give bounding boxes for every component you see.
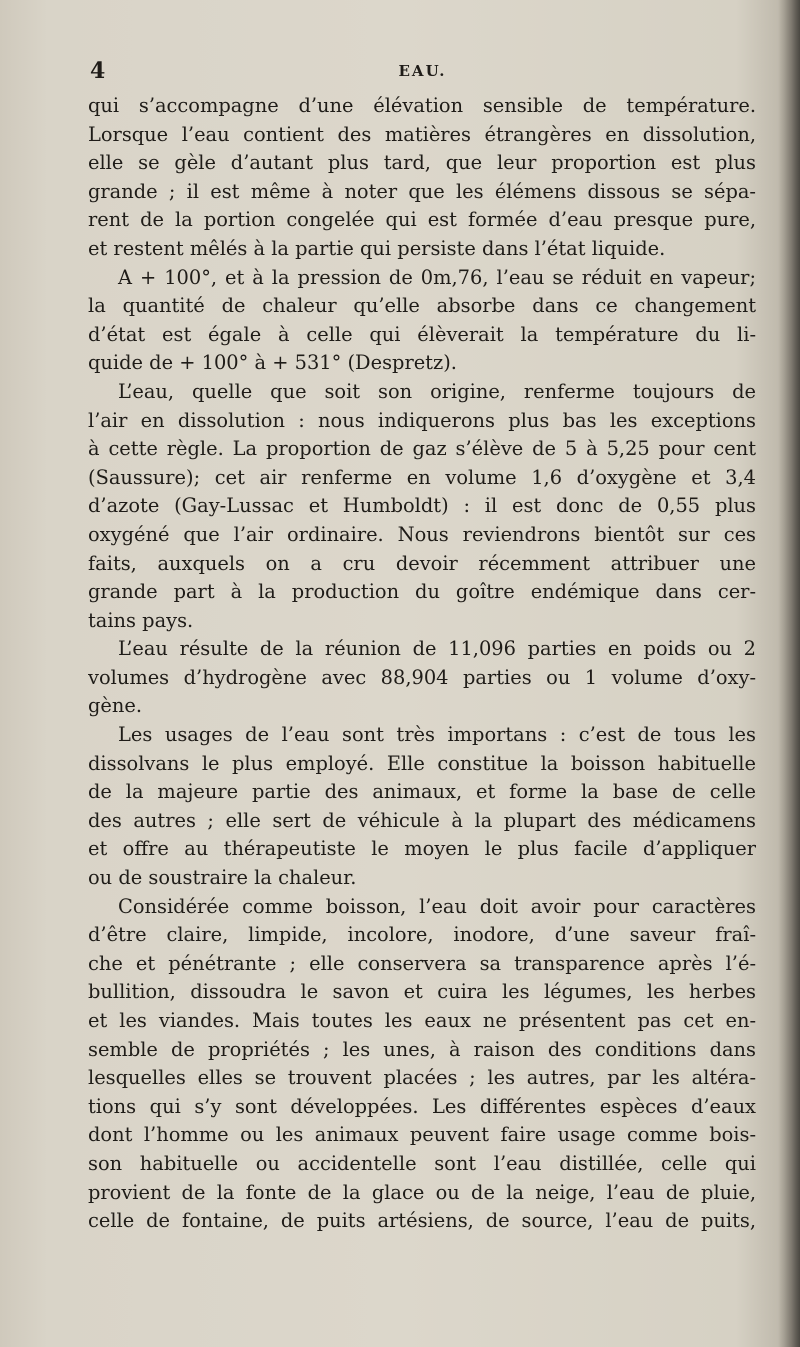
text-line: grande ; il est même à noter que les élémens dissous se sépa- — [88, 179, 756, 203]
text-line: d’état est égale à celle qui élèverait la température du li- — [88, 322, 756, 346]
text-line: tions qui s’y sont développées. Les différentes espèces d’eaux — [88, 1094, 756, 1118]
paragraph — [88, 721, 756, 893]
text-line: grande part à la production du goître endémique dans cer- — [88, 580, 756, 604]
text-line: son habituelle ou accidentelle sont l’eau distillée, celle qui — [88, 1151, 756, 1175]
text-line: A + 100°, et à la pression de 0m,76, l’eau se réduit en vapeur; — [118, 265, 756, 289]
text-line: et les viandes. Mais toutes les eaux ne présentent pas cet en- — [88, 1009, 756, 1032]
text-line: lesquelles elles se trouvent placées ; les autres, par les altéra- — [88, 1066, 756, 1090]
paragraph — [88, 264, 756, 378]
text-line: des autres ; elle sert de véhicule à la plupart des médicamens — [88, 808, 756, 832]
text-line: qui s’accompagne d’une élévation sensible de température. — [88, 94, 756, 117]
page-number: 4 — [90, 58, 106, 84]
text-line: la quantité de chaleur qu’elle absorbe dans ce changement — [88, 294, 756, 318]
text-line: Lorsque l’eau contient des matières étrangères en dissolution, — [88, 122, 756, 146]
text-line: celle de fontaine, de puits artésiens, de source, l’eau de puits, — [88, 1209, 756, 1233]
text-line: l’air en dissolution : nous indiquerons plus bas les exceptions — [88, 408, 756, 432]
paragraph — [88, 893, 756, 1236]
body-text — [88, 92, 756, 1236]
paragraph — [88, 635, 756, 721]
page-gutter-shadow — [778, 0, 800, 1347]
text-line: provient de la fonte de la glace ou de la neige, l’eau de pluie, — [88, 1180, 756, 1204]
text-line: faits, auxquels on a cru devoir récemment attribuer une — [88, 551, 756, 575]
text-line: dont l’homme ou les animaux peuvent faire usage comme bois- — [88, 1123, 756, 1147]
text-line: elle se gèle d’autant plus tard, que leur proportion est plus — [88, 151, 756, 175]
text-line: et restent mêlés à la partie qui persiste dans l’état liquide. — [88, 236, 666, 260]
text-line: semble de propriétés ; les unes, à raison des conditions dans — [88, 1037, 756, 1061]
paragraph — [88, 92, 756, 264]
text-line: Considérée comme boisson, l’eau doit avoir pour caractères — [118, 894, 756, 918]
text-line: volumes d’hydrogène avec 88,904 parties ou 1 volume d’oxy- — [88, 665, 756, 689]
text-line: Les usages de l’eau sont très importans : c’est de tous les — [118, 723, 756, 747]
text-line: et offre au thérapeutiste le moyen le plus facile d’appliquer — [88, 837, 756, 861]
text-line: de la majeure partie des animaux, et forme la base de celle — [88, 780, 756, 804]
text-line: che et pénétrante ; elle conservera sa transparence après l’é- — [88, 951, 756, 975]
paragraph — [88, 378, 756, 635]
text-line: L’eau résulte de la réunion de 11,096 parties en poids ou 2 — [118, 637, 756, 661]
text-line: rent de la portion congelée qui est formée d’eau presque pure, — [88, 208, 756, 232]
page-header — [90, 58, 755, 88]
text-line: tains pays. — [88, 608, 194, 632]
text-line: d’être claire, limpide, incolore, inodore, d’une saveur fraî- — [88, 923, 756, 947]
text-line: bullition, dissoudra le savon et cuira les légumes, les herbes — [88, 980, 756, 1004]
running-title: EAU. — [398, 62, 447, 80]
text-line: quide de + 100° à + 531° (Despretz). — [88, 351, 457, 375]
text-line: dissolvans le plus employé. Elle constitue la boisson habituelle — [88, 751, 756, 775]
text-line: L’eau, quelle que soit son origine, renferme toujours de — [118, 379, 756, 403]
text-line: gène. — [88, 694, 143, 718]
text-line: à cette règle. La proportion de gaz s’élève de 5 à 5,25 pour cent — [88, 437, 756, 461]
text-line: d’azote (Gay-Lussac et Humboldt) : il est donc de 0,55 plus — [88, 494, 756, 518]
text-line: (Saussure); cet air renferme en volume 1,6 d’oxygène et 3,4 — [88, 465, 756, 489]
text-line: oxygéné que l’air ordinaire. Nous reviendrons bientôt sur ces — [88, 522, 756, 546]
text-line: ou de soustraire la chaleur. — [88, 866, 357, 890]
